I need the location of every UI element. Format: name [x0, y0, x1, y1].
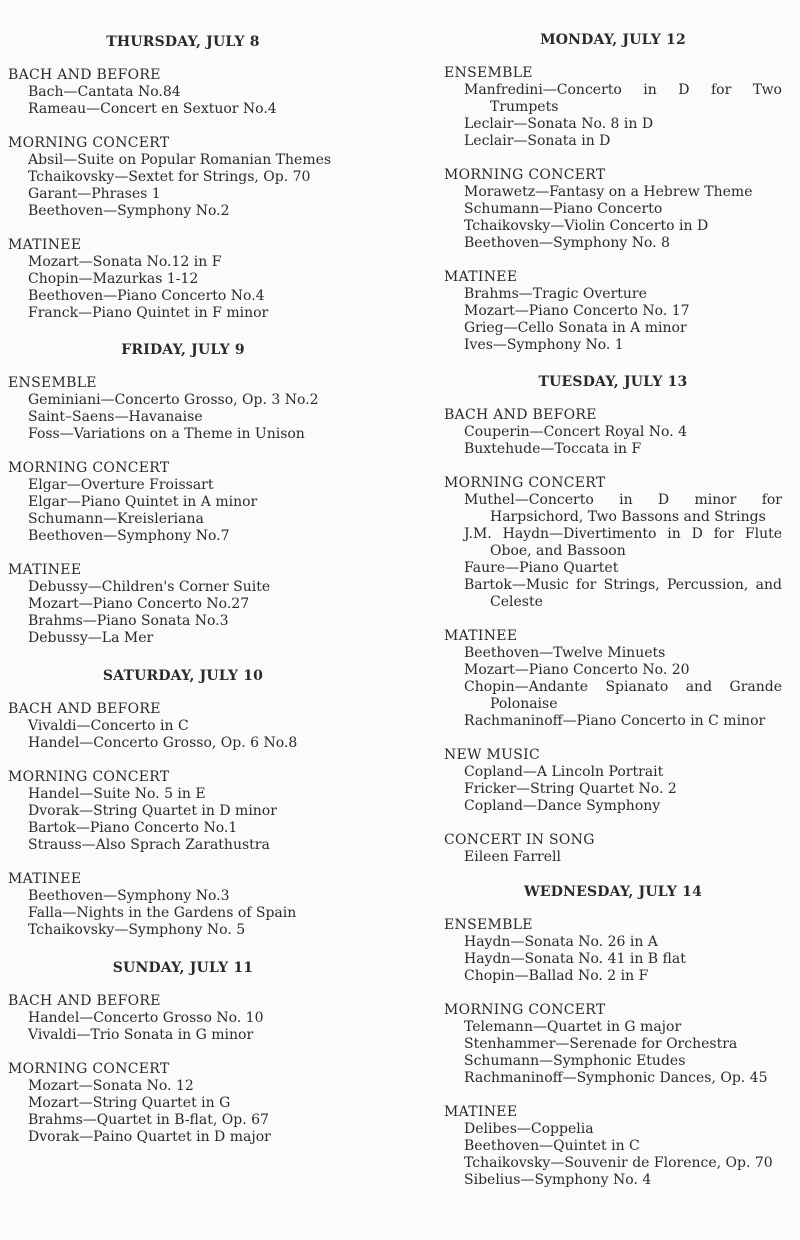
concert-section	[8, 993, 358, 1044]
concert-section	[444, 65, 782, 150]
program-list	[8, 1078, 358, 1146]
program-item: Debussy—La Mer	[28, 630, 154, 646]
sections	[444, 65, 782, 354]
program-item: Grieg—Cello Sonata in A minor	[464, 320, 687, 336]
program-item	[444, 82, 782, 116]
program-list	[8, 718, 358, 752]
section-title: ENSEMBLE	[444, 917, 533, 933]
program-item: Stenhammer—Serenade for Orchestra	[464, 1036, 738, 1052]
program-item: Mozart—Sonata No.12 in F	[28, 254, 222, 270]
program-item: Telemann—Quartet in G major	[464, 1019, 682, 1035]
concert-section	[8, 67, 358, 118]
section-title: MORNING CONCERT	[444, 475, 606, 491]
concert-section	[8, 237, 358, 322]
program-item: Copland—Dance Symphony	[464, 798, 661, 814]
program-item: Beethoven—Symphony No.2	[28, 203, 230, 219]
program-list	[8, 888, 358, 939]
program-item: Bartok—Piano Concerto No.1	[28, 820, 238, 836]
program-item: Buxtehude—Toccata in F	[464, 441, 642, 457]
program-item: Foss—Variations on a Theme in Unison	[28, 426, 305, 442]
concert-section	[8, 375, 358, 443]
program-item: Leclair—Sonata in D	[464, 133, 611, 149]
section-title: MORNING CONCERT	[8, 1061, 170, 1077]
program-item: Tchaikovsky—Souvenir de Florence, Op. 70	[464, 1155, 773, 1171]
program-item: Haydn—Sonata No. 26 in A	[464, 934, 658, 950]
day-heading: SUNDAY, JULY 11	[112, 960, 254, 976]
program-item: Tchaikovsky—Sextet for Strings, Op. 70	[28, 169, 311, 185]
concert-section	[444, 832, 782, 866]
concert-section	[8, 562, 358, 647]
program-list	[444, 1121, 782, 1189]
program-item: Schumann—Symphonic Etudes	[464, 1053, 686, 1069]
section-title: ENSEMBLE	[8, 375, 97, 391]
program-item: Copland—A Lincoln Portrait	[464, 764, 664, 780]
day-heading: MONDAY, JULY 12	[540, 32, 686, 48]
section-title: MORNING CONCERT	[8, 135, 170, 151]
program-item: Brahms—Quartet in B-flat, Op. 67	[28, 1112, 269, 1128]
concert-section	[444, 1104, 782, 1189]
program-list	[444, 424, 782, 458]
program-item: Bach—Cantata No.84	[28, 84, 181, 100]
program-item-line: Muthel—Concerto in D minor for	[464, 492, 782, 508]
program-list	[8, 254, 358, 322]
section-title: MORNING CONCERT	[444, 1002, 606, 1018]
program-item-line: J.M. Haydn—Divertimento in D for Flute	[464, 526, 782, 542]
program-item-line: Bartok—Music for Strings, Percussion, and	[464, 577, 782, 593]
day-block	[8, 342, 358, 647]
program-item: Beethoven—Twelve Minuets	[464, 645, 666, 661]
program-item: Couperin—Concert Royal No. 4	[464, 424, 688, 440]
program-item: Morawetz—Fantasy on a Hebrew Theme	[464, 184, 753, 200]
program-item: Beethoven—Symphony No. 8	[464, 235, 670, 251]
section-title: MATINEE	[8, 562, 82, 578]
program-item-continuation: Trumpets	[490, 99, 559, 115]
program-item: Beethoven—Piano Concerto No.4	[28, 288, 265, 304]
concert-section	[444, 628, 782, 730]
section-title: ENSEMBLE	[444, 65, 533, 81]
section-title: MORNING CONCERT	[444, 167, 606, 183]
section-title: MATINEE	[8, 237, 82, 253]
program-item: Tchaikovsky—Symphony No. 5	[28, 922, 246, 938]
program-item: Saint–Saens—Havanaise	[28, 409, 203, 425]
program-item: Rachmaninoff—Symphonic Dances, Op. 45	[464, 1070, 768, 1086]
program-item: Beethoven—Symphony No.7	[28, 528, 230, 544]
sections	[8, 67, 358, 322]
program-item: Mozart—Sonata No. 12	[28, 1078, 194, 1094]
program-item: Garant—Phrases 1	[28, 186, 161, 202]
program-list	[8, 392, 358, 443]
program-list	[444, 492, 782, 611]
program-item: Leclair—Sonata No. 8 in D	[464, 116, 654, 132]
section-title: MATINEE	[444, 628, 518, 644]
program-list	[8, 1010, 358, 1044]
sections	[444, 407, 782, 866]
sections	[444, 917, 782, 1189]
program-item: Tchaikovsky—Violin Concerto in D	[464, 218, 709, 234]
concert-section	[8, 871, 358, 939]
program-list	[8, 152, 358, 220]
day-block	[8, 34, 358, 322]
concert-section	[8, 135, 358, 220]
concert-section	[444, 407, 782, 458]
program-item: Chopin—Ballad No. 2 in F	[464, 968, 649, 984]
program-item: Handel—Suite No. 5 in E	[28, 786, 206, 802]
program-item: Delibes—Coppelia	[464, 1121, 594, 1137]
concert-section	[444, 167, 782, 252]
day-heading: TUESDAY, JULY 13	[538, 374, 688, 390]
program-item: Absil—Suite on Popular Romanian Themes	[28, 152, 332, 168]
program-item: Handel—Concerto Grosso, Op. 6 No.8	[28, 735, 298, 751]
day-heading: FRIDAY, JULY 9	[121, 342, 245, 358]
sections	[8, 993, 358, 1146]
concert-section	[8, 1061, 358, 1146]
program-list	[8, 84, 358, 118]
program-item-continuation: Harpsichord, Two Bassons and Strings	[490, 509, 766, 525]
program-item-line: Chopin—Andante Spianato and Grande	[464, 679, 782, 695]
concert-section	[444, 269, 782, 354]
section-title: CONCERT IN SONG	[444, 832, 595, 848]
program-item: Vivaldi—Trio Sonata in G minor	[28, 1027, 254, 1043]
program-item: Beethoven—Quintet in C	[464, 1138, 640, 1154]
program-list	[444, 1019, 782, 1087]
day-block	[8, 668, 358, 939]
concert-section	[444, 747, 782, 815]
program-item: Brahms—Piano Sonata No.3	[28, 613, 229, 629]
program-item: Strauss—Also Sprach Zarathustra	[28, 837, 270, 853]
program-list	[444, 286, 782, 354]
program-item: Geminiani—Concerto Grosso, Op. 3 No.2	[28, 392, 319, 408]
day-block	[444, 884, 782, 1189]
program-item: Faure—Piano Quartet	[464, 560, 619, 576]
sections	[8, 701, 358, 939]
section-title: BACH AND BEFORE	[8, 701, 161, 717]
concert-section	[8, 460, 358, 545]
program-item	[444, 577, 782, 611]
program-list	[444, 934, 782, 985]
concert-section	[444, 475, 782, 611]
program-item: Chopin—Mazurkas 1-12	[28, 271, 199, 287]
section-title: MORNING CONCERT	[8, 769, 170, 785]
program-item-line: Manfredini—Concerto in D for Two	[464, 82, 782, 98]
program-item: Mozart—Piano Concerto No. 20	[464, 662, 690, 678]
program-list	[444, 764, 782, 815]
program-item: Handel—Concerto Grosso No. 10	[28, 1010, 264, 1026]
day-heading: WEDNESDAY, JULY 14	[523, 884, 703, 900]
program-item: Mozart—Piano Concerto No.27	[28, 596, 250, 612]
program-list	[8, 477, 358, 545]
program-item: Elgar—Piano Quintet in A minor	[28, 494, 258, 510]
day-block	[444, 32, 782, 354]
program-item: Sibelius—Symphony No. 4	[464, 1172, 652, 1188]
sections	[8, 375, 358, 647]
program-item: Brahms—Tragic Overture	[464, 286, 647, 302]
program-item: Schumann—Piano Concerto	[464, 201, 663, 217]
program-item	[444, 679, 782, 713]
program-item: Mozart—String Quartet in G	[28, 1095, 231, 1111]
program-item	[444, 492, 782, 526]
day-heading: SATURDAY, JULY 10	[102, 668, 264, 684]
program-list	[444, 82, 782, 150]
program-item: Dvorak—Paino Quartet in D major	[28, 1129, 271, 1145]
concert-section	[8, 769, 358, 854]
section-title: BACH AND BEFORE	[8, 67, 161, 83]
program-item: Elgar—Overture Froissart	[28, 477, 214, 493]
program-item: Beethoven—Symphony No.3	[28, 888, 230, 904]
program-list	[444, 645, 782, 730]
program-item: Dvorak—String Quartet in D minor	[28, 803, 277, 819]
program-list	[444, 184, 782, 252]
program-item: Ives—Symphony No. 1	[464, 337, 624, 353]
program-item: Haydn—Sonata No. 41 in B flat	[464, 951, 686, 967]
program-list	[8, 786, 358, 854]
section-title: MORNING CONCERT	[8, 460, 170, 476]
program-item: Mozart—Piano Concerto No. 17	[464, 303, 690, 319]
section-title: NEW MUSIC	[444, 747, 540, 763]
day-block	[8, 960, 358, 1146]
program-item: Schumann—Kreisleriana	[28, 511, 204, 527]
program-item: Rachmaninoff—Piano Concerto in C minor	[464, 713, 766, 729]
program-item: Eileen Farrell	[464, 849, 561, 865]
program-item: Rameau—Concert en Sextuor No.4	[28, 101, 277, 117]
program-list	[444, 849, 782, 866]
program-item: Vivaldi—Concerto in C	[28, 718, 189, 734]
section-title: MATINEE	[444, 269, 518, 285]
concert-section	[8, 701, 358, 752]
program-item-continuation: Oboe, and Bassoon	[490, 543, 626, 559]
section-title: BACH AND BEFORE	[8, 993, 161, 1009]
section-title: MATINEE	[8, 871, 82, 887]
section-title: BACH AND BEFORE	[444, 407, 597, 423]
program-item: Falla—Nights in the Gardens of Spain	[28, 905, 297, 921]
program-list	[8, 579, 358, 647]
program-item: Franck—Piano Quintet in F minor	[28, 305, 269, 321]
program-item-continuation: Polonaise	[490, 696, 558, 712]
concert-section	[444, 917, 782, 985]
day-heading: THURSDAY, JULY 8	[106, 34, 260, 50]
section-title: MATINEE	[444, 1104, 518, 1120]
program-item: Debussy—Children's Corner Suite	[28, 579, 271, 595]
program-item: Fricker—String Quartet No. 2	[464, 781, 677, 797]
program-item	[444, 526, 782, 560]
day-block	[444, 374, 782, 866]
concert-section	[444, 1002, 782, 1087]
program-item-continuation: Celeste	[490, 594, 543, 610]
